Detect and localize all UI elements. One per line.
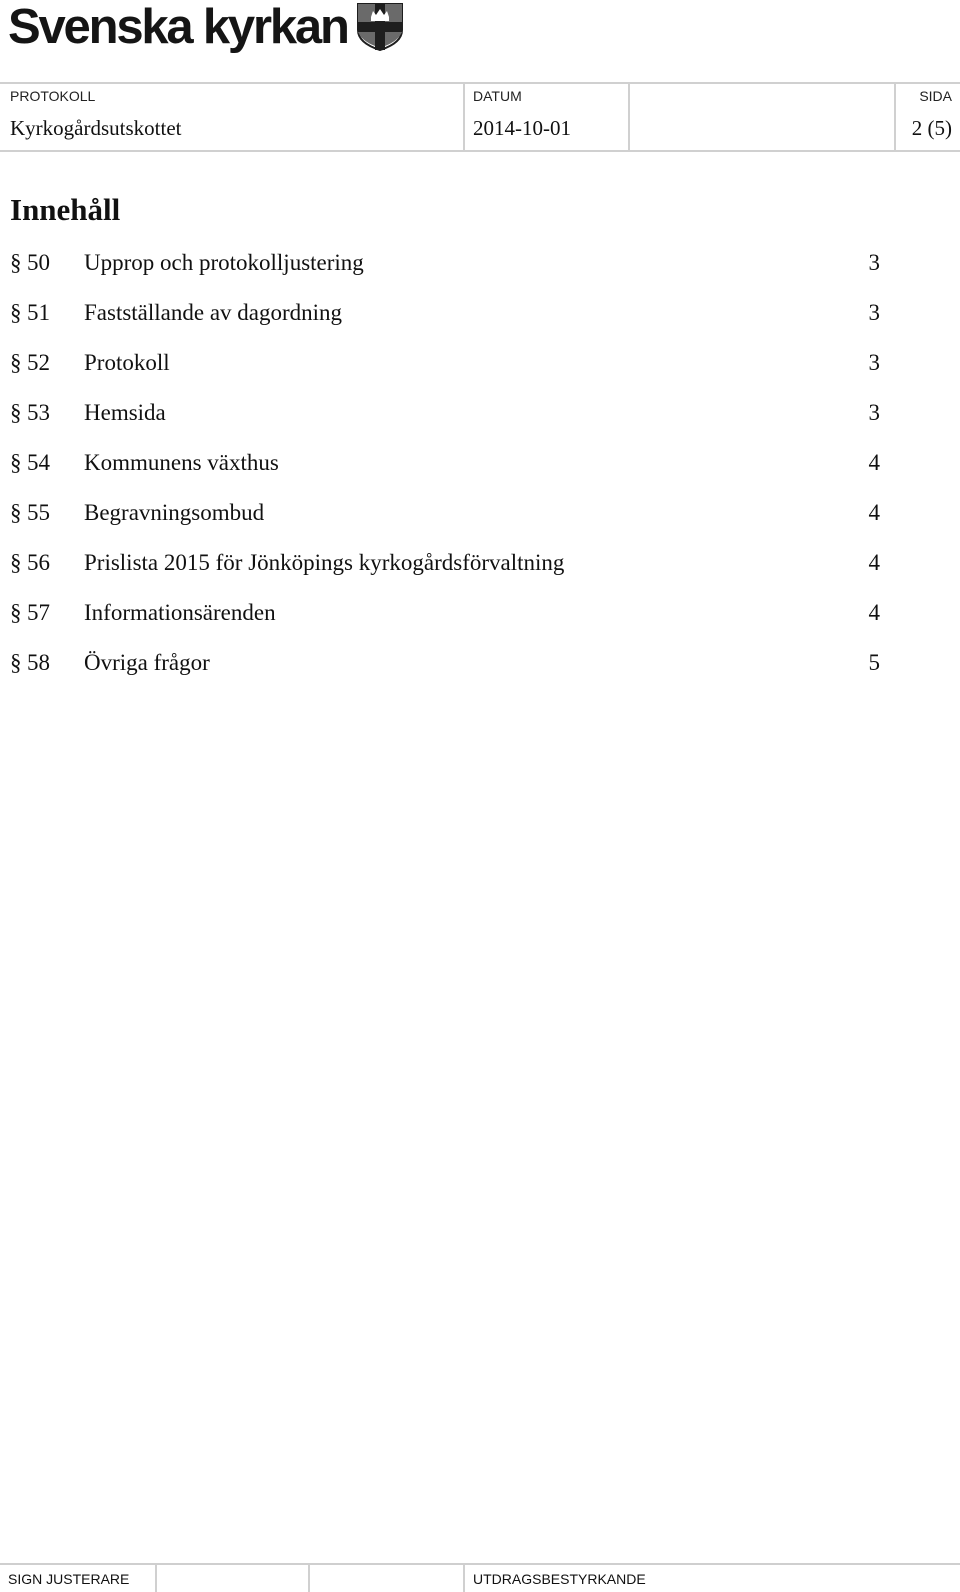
- datum-cell: [465, 84, 630, 150]
- section-symbol: §: [10, 250, 22, 275]
- section-symbol: §: [10, 400, 22, 425]
- section-symbol: §: [10, 550, 22, 575]
- protokoll-label: PROTOKOLL: [10, 88, 96, 104]
- toc-item: [10, 448, 880, 498]
- table-of-contents: [10, 248, 880, 698]
- section-symbol: §: [10, 600, 22, 625]
- toc-item-number: 52: [27, 350, 50, 375]
- toc-item-page: 4: [868, 500, 880, 525]
- signature-cell: [310, 1565, 465, 1592]
- sign-justerare-label: SIGN JUSTERARE: [8, 1571, 130, 1587]
- toc-item-title: Protokoll: [84, 350, 170, 375]
- toc-item-title: Informationsärenden: [84, 600, 276, 625]
- toc-item-number: 56: [27, 550, 50, 575]
- toc-item: [10, 648, 880, 698]
- toc-item: [10, 398, 880, 448]
- sida-cell: [896, 84, 960, 150]
- empty-header-cell: [630, 84, 896, 150]
- signature-cell: [157, 1565, 310, 1592]
- section-symbol: §: [10, 300, 22, 325]
- document-footer: [0, 1563, 960, 1592]
- toc-item: [10, 298, 880, 348]
- toc-item-title: Kommunens växthus: [84, 450, 279, 475]
- protokoll-value: Kyrkogårdsutskottet: [10, 116, 182, 140]
- datum-value: 2014-10-01: [473, 116, 571, 140]
- utdragsbestyrkande-cell: [465, 1565, 960, 1592]
- toc-item: [10, 598, 880, 648]
- toc-item-number: 51: [27, 300, 50, 325]
- section-symbol: §: [10, 450, 22, 475]
- toc-item-title: Fastställande av dagordning: [84, 300, 343, 325]
- toc-item: [10, 248, 880, 298]
- protokoll-cell: [0, 84, 465, 150]
- toc-item-page: 3: [868, 400, 880, 425]
- section-symbol: §: [10, 650, 22, 675]
- toc-item-number: 58: [27, 650, 50, 675]
- church-shield-icon: [356, 3, 404, 56]
- toc-item: [10, 548, 880, 598]
- section-symbol: §: [10, 350, 22, 375]
- logo: [8, 0, 404, 56]
- toc-item-title: Prislista 2015 för Jönköpings kyrkogårdsförvaltning: [84, 550, 565, 575]
- datum-label: DATUM: [473, 88, 522, 104]
- toc-item-page: 4: [868, 450, 880, 475]
- section-symbol: §: [10, 500, 22, 525]
- page-title: Innehåll: [10, 192, 121, 227]
- toc-item-page: 4: [868, 550, 880, 575]
- utdragsbestyrkande-label: UTDRAGSBESTYRKANDE: [473, 1571, 646, 1587]
- toc-item-page: 5: [868, 650, 880, 675]
- toc-item-page: 3: [868, 300, 880, 325]
- sida-label: SIDA: [919, 88, 952, 104]
- toc-item: [10, 498, 880, 548]
- toc-item-number: 54: [27, 450, 50, 475]
- toc-item-number: 55: [27, 500, 50, 525]
- toc-item-page: 3: [868, 350, 880, 375]
- logo-text: Svenska kyrkan: [8, 0, 348, 54]
- sign-justerare-cell: [0, 1565, 157, 1592]
- toc-item-page: 4: [868, 600, 880, 625]
- toc-item-number: 53: [27, 400, 50, 425]
- toc-item-page: 3: [868, 250, 880, 275]
- sida-value: 2 (5): [911, 116, 952, 140]
- toc-item-number: 57: [27, 600, 50, 625]
- toc-item-title: Hemsida: [84, 400, 166, 425]
- toc-item-number: 50: [27, 250, 50, 275]
- toc-item-title: Upprop och protokolljustering: [84, 250, 364, 275]
- toc-item-title: Övriga frågor: [84, 650, 210, 675]
- document-header: [0, 82, 960, 152]
- toc-item: [10, 348, 880, 398]
- toc-item-title: Begravningsombud: [84, 500, 265, 525]
